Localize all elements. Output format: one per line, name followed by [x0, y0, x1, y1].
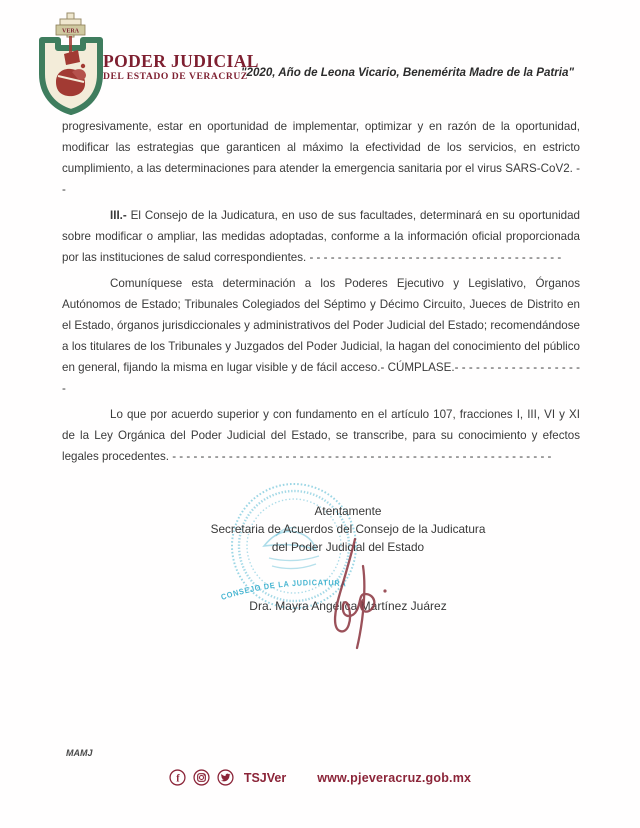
document-body: [62, 116, 580, 472]
signature-loops: [335, 539, 374, 631]
closing-line: Atentamente: [314, 504, 382, 518]
paragraph-text: El Consejo de la Judicatura, en uso de sus facultades, determinará en su oportunidad sobre modificar o ampliar, las medidas adoptadas, conforme a la información oficial proporcionada por las instituciones de salud correspondientes. - - - - - - - - - - - - - - - - - - - - - - - - - - - - - - - - - - - -: [62, 209, 580, 264]
cross-arm: [60, 19, 81, 25]
signer-title-line1: Secretaria de Acuerdos del Consejo de la Judicatura: [210, 522, 486, 536]
logo-title: PODER JUDICIAL: [103, 51, 259, 71]
svg-text:f: f: [176, 773, 180, 785]
signer-title-line2: del Poder Judicial del Estado: [271, 540, 425, 554]
website-url: www.pjeveracruz.gob.mx: [317, 770, 472, 785]
footer-social-row: [0, 769, 640, 786]
signature-dot: [383, 589, 386, 592]
paragraph-text: progresivamente, estar en oportunidad de implementar, optimizar y en razón de la oportunidad, modificar las estrategias que garanticen al máximo la efectividad de los servicios, en estricto cumplimiento, a las determinaciones para atender la emergencia sanitaria por el virus SARS-CoV2. - -: [62, 120, 580, 196]
veracruz-shield-logo: [38, 12, 104, 116]
signer-name: Dra. Mayra Angélica Martínez Juárez: [249, 599, 447, 613]
emblem-dot: [81, 64, 85, 68]
facebook-icon: [169, 769, 186, 786]
paragraph-text: Lo que por acuerdo superior y con fundamento en el artículo 107, fracciones I, III, VI y XI de la Ley Orgánica del Poder Judicial del Estado, se transcribe, para su conocimiento y efectos legales procedentes. - - - - - - - - - - - - - - - - - - - - - - - - - - - - - - - - - - - - - - - - - - - - - - - - - - - - - -: [62, 408, 580, 463]
stamp-arc-label: CONSEJO DE LA JUDICATURA: [219, 578, 348, 602]
paragraph-lead: III.-: [110, 209, 127, 222]
paragraph-text: Comuníquese esta determinación a los Poderes Ejecutivo y Legislativo, Órganos Autónomos de Estado; Tribunales Colegiados del Séptimo y Décimo Circuito, Jueces de Distrito en el Estado, órganos jurisdiccionales y administrativos del Poder Judicial del Estado; recomendándose a los titulares de los Tribunales y Juzgados del Poder Judicial, la hagan del conocimiento del público en general, fijando la misma en lugar visible y de fácil acceso.- CÚMPLASE.- - - - - - - - - - - - - - - - - - -: [62, 277, 580, 395]
handwritten-signature: [305, 538, 405, 650]
logo-wordmark: [103, 52, 259, 82]
social-handle: TSJVer: [243, 770, 287, 785]
year-motto: "2020, Año de Leona Vicario, Benemérita Madre de la Patria": [241, 66, 574, 79]
instagram-icon: [193, 769, 210, 786]
body-paragraph-1: [62, 116, 580, 200]
logo-subtitle: DEL ESTADO DE VERACRUZ: [103, 71, 248, 82]
vera-banner-label: VERA: [61, 28, 80, 35]
body-paragraph-2: [62, 205, 580, 268]
body-paragraph-4: [62, 404, 580, 467]
clerk-initials: MAMJ: [66, 748, 93, 758]
twitter-icon: [217, 769, 234, 786]
body-paragraph-3: [62, 273, 580, 399]
